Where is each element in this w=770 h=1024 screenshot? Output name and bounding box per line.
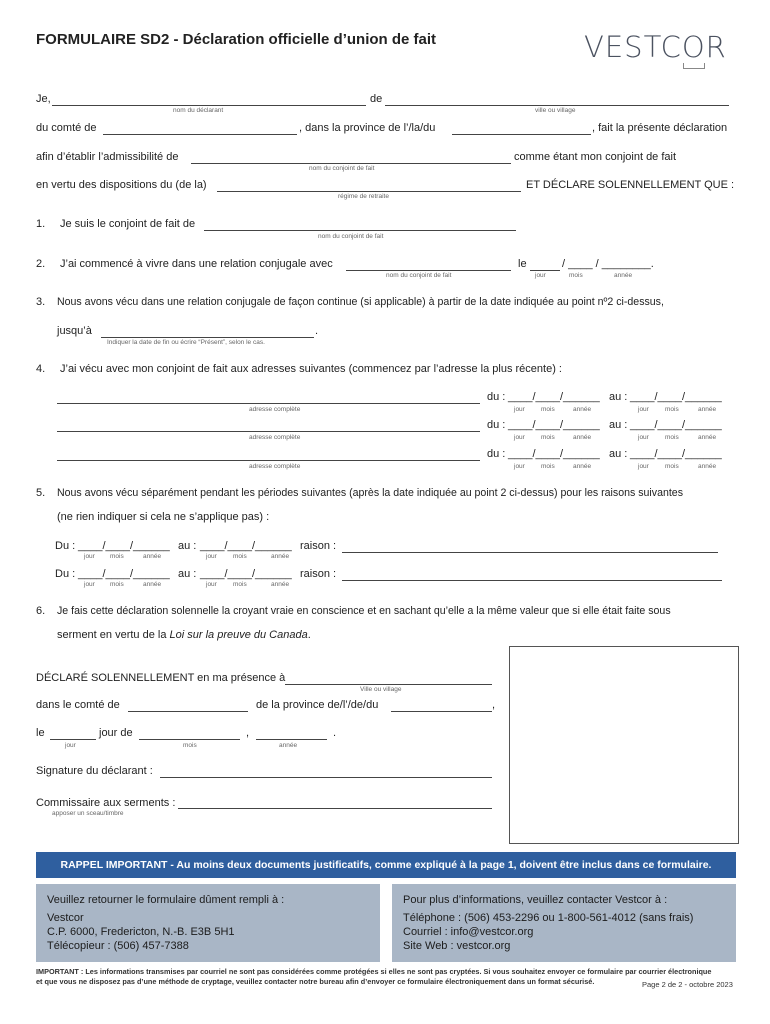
return-line-3: Télécopieur : (506) 457-7388 [47,940,189,952]
hint-annee: année [271,581,290,588]
hint-mois: mois [665,434,679,441]
hint-jour: jour [514,434,525,441]
hint-jour: jour [206,553,217,560]
return-heading: Veuillez retourner le formulaire dûment rempli à : [47,894,285,906]
label-jour-de: jour de [99,727,133,739]
item-4-number: 4. [36,363,46,375]
field-commissaire[interactable] [178,808,492,809]
hint-mois: mois [110,581,124,588]
hint-jusqua: Indiquer la date de fin ou écrire “Présent”, selon le cas. [107,339,265,346]
field-sep-au-1[interactable]: ____/____/______ [200,540,292,552]
label-au-3: au : [609,448,628,460]
contact-website[interactable]: Site Web : vestcor.org [403,940,511,952]
field-item1-conjoint[interactable] [204,230,516,231]
field-province[interactable] [452,134,591,135]
hint-jour: jour [84,581,95,588]
field-du-date-2[interactable]: ____/____/______ [508,419,600,431]
field-au-date-2[interactable]: ____/____/______ [630,419,722,431]
field-sep-du-2[interactable]: ____/____/______ [78,568,170,580]
hint-mois: mois [541,463,555,470]
logo-mark-icon [683,63,705,69]
hint-jour: jour [84,553,95,560]
hint-adresse-1: adresse complète [249,406,301,413]
label-de: de [370,93,383,105]
hint-jour: jour [638,434,649,441]
field-nom-conjoint[interactable] [191,163,511,164]
footer-note-line-1: IMPORTANT : Les informations transmises par courriel ne sont pas considérées comme protégées si elles ne sont pas cryptées. Si vous souhaitez envoyer ce formulaire par courrier électronique [36,967,712,976]
label-jusqua: jusqu’à [57,325,92,337]
hint-mois: mois [233,581,247,588]
label-commissaire: Commissaire aux serments : [36,797,176,809]
hint-jour: jour [638,406,649,413]
field-au-date-3[interactable]: ____/____/______ [630,448,722,460]
hint-nom-declarant: nom du déclarant [173,107,224,114]
hint-annee: année [143,581,162,588]
hint-ville-village: ville ou village [535,107,576,114]
field-declare-annee[interactable] [256,739,327,740]
label-du-2: du : [487,419,506,431]
contact-phone: Téléphone : (506) 453-2296 ou 1-800-561-4012 (sans frais) [403,912,694,924]
item-5-number: 5. [36,487,46,499]
vestcor-logo: VESTCOR [584,30,727,64]
hint-declare-mois: mois [183,742,197,749]
label-au-sep-2: au : [178,568,197,580]
item-6-text: Je fais cette déclaration solennelle la croyant vraie en conscience et en sachant qu’elle a la même valeur que si elle était faite sous [57,605,671,617]
contact-panel [392,884,736,962]
item-2-number: 2. [36,258,46,270]
label-afin: afin d’établir l’admissibilité de [36,151,179,163]
label-comme-conjoint: comme étant mon conjoint de fait [514,151,677,163]
field-adresse-1[interactable] [57,403,480,404]
item-1-number: 1. [36,218,46,230]
hint-annee: année [698,463,717,470]
label-item2-le: le [518,258,527,270]
footer-note-line-2: et que vous ne disposez pas d’une méthode de cryptage, veuillez contacter notre bureau afin d’envoyer ce formulaire électroniquement dans un format sécurisé. [36,977,595,986]
contact-heading: Pour plus d’informations, veuillez contacter Vestcor à : [403,894,668,906]
field-jusqua[interactable] [101,337,314,338]
page-number: Page 2 de 2 - octobre 2023 [642,980,733,989]
hint-annee: année [271,553,290,560]
hint-annee: année [573,406,592,413]
item-1-text: Je suis le conjoint de fait de [60,218,196,230]
hint-annee: année [573,463,592,470]
field-sep-au-2[interactable]: ____/____/______ [200,568,292,580]
hint-adresse-3: adresse complète [249,463,301,470]
return-line-1: Vestcor [47,912,84,924]
label-du-sep-2: Du : [55,568,76,580]
field-ville-village[interactable] [385,105,729,106]
label-au-2: au : [609,419,628,431]
label-province: , dans la province de l’/la/du [299,122,436,134]
label-declare-comte: dans le comté de [36,699,120,711]
hint-item2-annee: année [614,272,633,279]
field-declare-jour[interactable] [50,739,96,740]
label-du-sep-1: Du : [55,540,76,552]
field-raison-2[interactable] [342,580,722,581]
hint-jour: jour [514,406,525,413]
hint-annee: année [698,434,717,441]
item-3-number: 3. [36,296,46,308]
hint-jour: jour [206,581,217,588]
label-en-presence: DÉCLARÉ SOLENNELLEMENT en ma présence à [36,672,286,684]
hint-declare-ville: Ville ou village [360,686,402,693]
item-5-text-b: (ne rien indiquer si cela ne s’applique pas) : [57,511,270,523]
label-en-vertu: en vertu des dispositions du (de la) [36,179,207,191]
label-comte: du comté de [36,122,97,134]
field-regime[interactable] [217,191,521,192]
hint-jour: jour [514,463,525,470]
seal-stamp-box[interactable] [509,646,739,844]
hint-declare-annee: année [279,742,298,749]
label-du-1: du : [487,391,506,403]
hint-declare-jour: jour [65,742,76,749]
hint-mois: mois [233,553,247,560]
field-adresse-2[interactable] [57,431,480,432]
label-au-1: au : [609,391,628,403]
label-raison-1: raison : [300,540,337,552]
return-panel [36,884,380,962]
hint-mois: mois [541,406,555,413]
important-reminder-banner: RAPPEL IMPORTANT - Au moins deux documents justificatifs, comme expliqué à la page 1, doivent être inclus dans ce formulaire. [36,852,736,878]
item2-date-rest[interactable]: / ____ / ________. [562,258,654,270]
item-4-text: J’ai vécu avec mon conjoint de fait aux adresses suivantes (commencez par l’adresse la plus récente) : [60,363,562,375]
hint-item2-nom: nom du conjoint de fait [386,272,452,279]
field-du-date-1[interactable]: ____/____/______ [508,391,600,403]
hint-sceau: apposer un sceau/timbre [52,810,124,817]
field-raison-1[interactable] [342,552,718,553]
hint-item2-mois: mois [569,272,583,279]
field-item2-jour[interactable] [530,270,560,271]
field-signature[interactable] [160,777,492,778]
hint-mois: mois [541,434,555,441]
item-6-number: 6. [36,605,46,617]
item-5-text: Nous avons vécu séparément pendant les périodes suivantes (après la date indiquée au point 2 ci-dessus) pour les raisons suivantes [57,487,683,499]
label-je: Je, [36,93,51,105]
period: . [333,727,337,739]
hint-annee: année [143,553,162,560]
label-declare-province: de la province de/l’/de/du [256,699,379,711]
label-fait-la: , fait la présente déclaration [592,122,728,134]
hint-mois: mois [665,463,679,470]
hint-annee: année [698,406,717,413]
hint-annee: année [573,434,592,441]
label-du-3: du : [487,448,506,460]
item-3-text: Nous avons vécu dans une relation conjugale de façon continue (si applicable) à partir de la date indiquée au point nº2 ci-dessus, [57,296,664,308]
hint-jour: jour [638,463,649,470]
label-au-sep-1: au : [178,540,197,552]
comma: , [246,727,250,739]
hint-adresse-2: adresse complète [249,434,301,441]
form-title: FORMULAIRE SD2 - Déclaration officielle d’union de fait [36,31,437,48]
hint-mois: mois [665,406,679,413]
field-declare-comte[interactable] [128,711,248,712]
hint-item2-jour: jour [535,272,546,279]
field-declare-mois[interactable] [139,739,240,740]
hint-regime: régime de retraite [338,193,389,200]
hint-nom-conjoint: nom du conjoint de fait [309,165,375,172]
label-signature: Signature du déclarant : [36,765,153,777]
field-declare-ville[interactable] [285,684,492,685]
field-du-date-3[interactable]: ____/____/______ [508,448,600,460]
item-2-text: J’ai commencé à vivre dans une relation conjugale avec [60,258,333,270]
hint-mois: mois [110,553,124,560]
item-6-text-b: serment en vertu de la Loi sur la preuve du Canada. [57,629,311,641]
field-declare-province[interactable] [391,711,492,712]
label-raison-2: raison : [300,568,337,580]
field-item2-conjoint[interactable] [346,270,511,271]
return-line-2: C.P. 6000, Fredericton, N.-B. E3B 5H1 [47,926,235,938]
field-comte[interactable] [103,134,297,135]
field-sep-du-1[interactable]: ____/____/______ [78,540,170,552]
field-au-date-1[interactable]: ____/____/______ [630,391,722,403]
field-nom-declarant[interactable] [52,105,366,106]
field-adresse-3[interactable] [57,460,480,461]
contact-email[interactable]: Courriel : info@vestcor.org [403,926,534,938]
label-declare-le: le [36,727,45,739]
label-declare: ET DÉCLARE SOLENNELLEMENT QUE : [526,179,735,191]
act-name: Loi sur la preuve du Canada [169,629,308,641]
hint-item1: nom du conjoint de fait [318,233,384,240]
